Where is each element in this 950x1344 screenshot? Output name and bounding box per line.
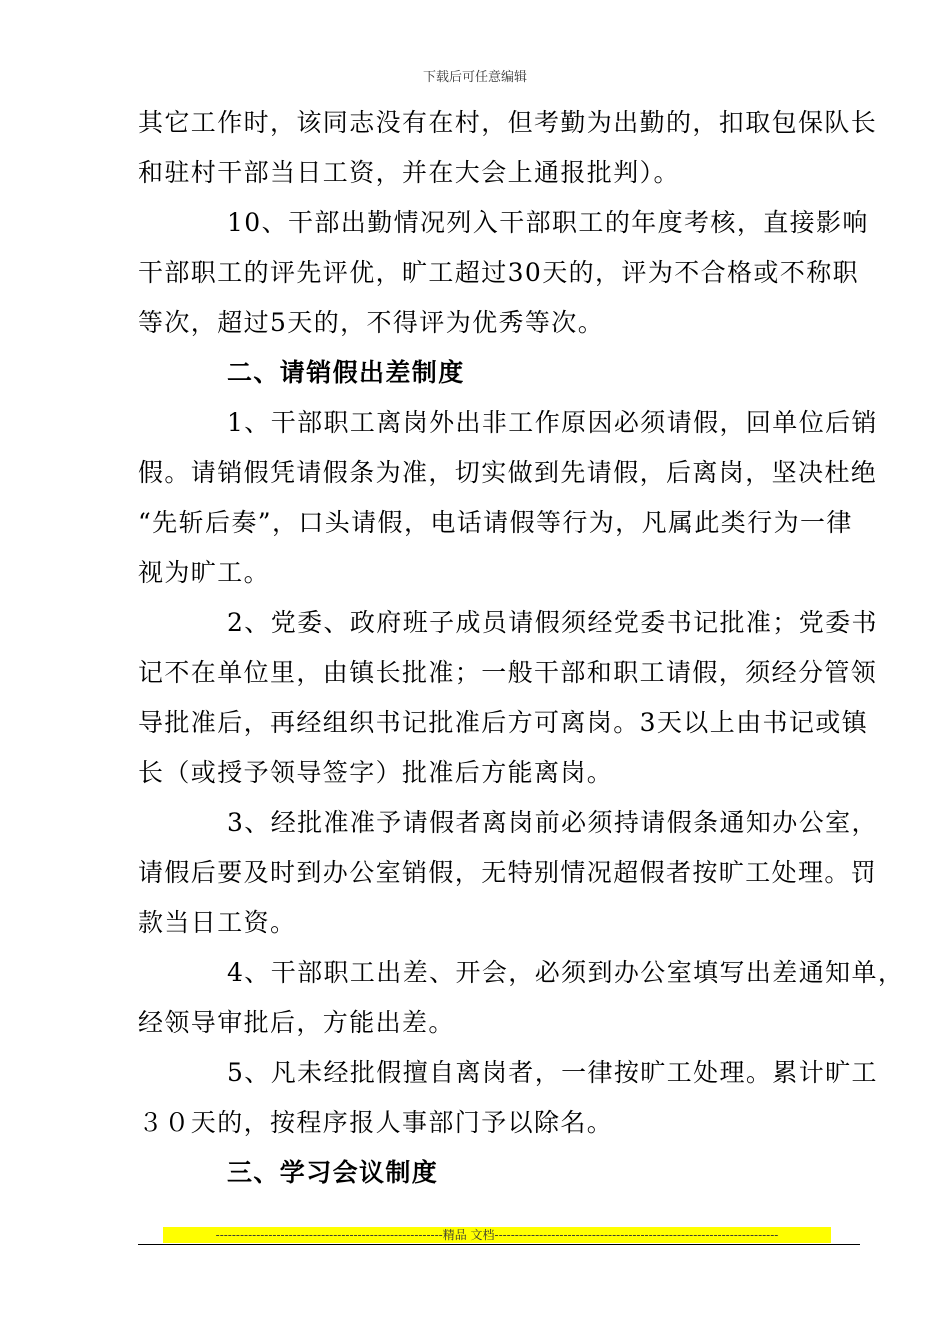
body-line: 和驻村干部当日工资，并在大会上通报批判）。 bbox=[138, 158, 680, 187]
body-line: 请假后要及时到办公室销假，无特别情况超假者按旷工处理。罚 bbox=[138, 858, 878, 887]
paragraph-first-line: 2、党委、政府班子成员请假须经党委书记批准；党委书 bbox=[227, 608, 878, 637]
paragraph-first-line: 3、经批准准予请假者离岗前必须持请假条通知办公室， bbox=[227, 808, 878, 837]
footer-banner: --------------------------------------------------------精品 文档---------------------------------------------------------------------- bbox=[163, 1227, 831, 1243]
body-line: “先斩后奏”，口头请假，电话请假等行为，凡属此类行为一律 bbox=[138, 508, 853, 537]
section-heading: 二、请销假出差制度 bbox=[227, 358, 465, 387]
body-line: 经领导审批后，方能出差。 bbox=[138, 1008, 455, 1037]
body-line: 等次，超过5天的，不得评为优秀等次。 bbox=[138, 308, 605, 337]
paragraph-first-line: 4、干部职工出差、开会，必须到办公室填写出差通知单， bbox=[227, 958, 905, 987]
page-header: 下载后可任意编辑 bbox=[422, 70, 527, 85]
body-line: ３０天的，按程序报人事部门予以除名。 bbox=[138, 1108, 614, 1137]
paragraph-first-line: 1、干部职工离岗外出非工作原因必须请假，回单位后销 bbox=[227, 408, 878, 437]
section-heading: 三、学习会议制度 bbox=[227, 1158, 439, 1187]
paragraph-first-line: 10、干部出勤情况列入干部职工的年度考核，直接影响 bbox=[227, 208, 869, 237]
body-line: 导批准后，再经组织书记批准后方可离岗。3天以上由书记或镇 bbox=[138, 708, 869, 737]
body-line: 长（或授予领导签字）批准后方能离岗。 bbox=[138, 758, 614, 787]
paragraph-first-line: 5、凡未经批假擅自离岗者，一律按旷工处理。累计旷工 bbox=[227, 1058, 878, 1087]
body-line: 视为旷工。 bbox=[138, 558, 271, 587]
body-line: 干部职工的评先评优，旷工超过30天的，评为不合格或不称职 bbox=[138, 258, 860, 287]
body-line: 记不在单位里，由镇长批准；一般干部和职工请假，须经分管领 bbox=[138, 658, 878, 687]
body-line: 假。请销假凭请假条为准，切实做到先请假，后离岗，坚决杜绝 bbox=[138, 458, 878, 487]
footer-rule bbox=[138, 1244, 860, 1245]
body-line: 款当日工资。 bbox=[138, 908, 297, 937]
body-line: 其它工作时，该同志没有在村，但考勤为出勤的，扣取包保队长 bbox=[138, 108, 878, 137]
